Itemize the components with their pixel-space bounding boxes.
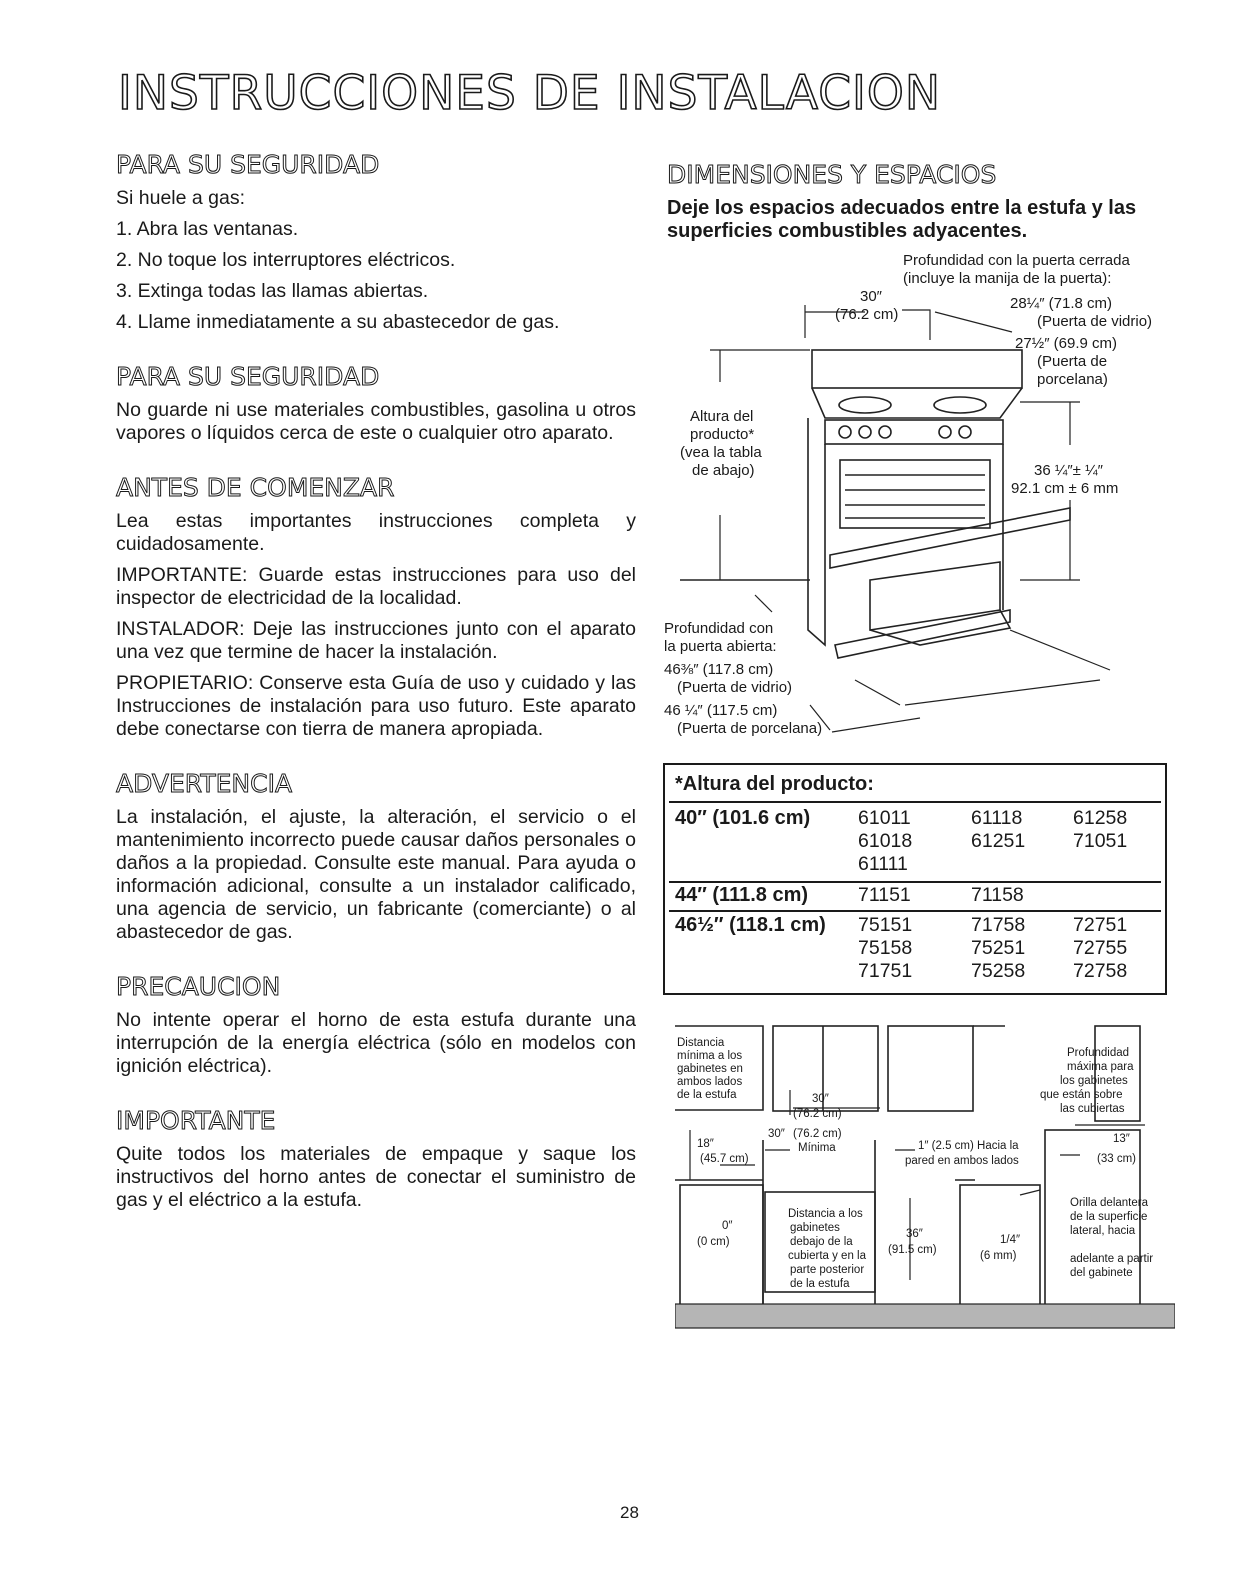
rear-dist-5: parte posterior xyxy=(790,1264,865,1276)
side-min-1: Distancia xyxy=(677,1037,725,1049)
open-depth-4: (Puerta de vidrio) xyxy=(677,679,793,696)
quarter-1: 1/4″ xyxy=(1000,1234,1021,1246)
table-cell: 71051 xyxy=(1073,830,1128,852)
closed-depth-label-1: Profundidad con la puerta cerrada xyxy=(903,252,1130,269)
section-text: No guarde ni use materiales combustibles, gasolina u otros vapores o líquidos cerca de este o cualquier otro aparato. xyxy=(116,399,636,444)
table-cell: 61258 xyxy=(1073,807,1128,829)
h36-2: (91.5 cm) xyxy=(888,1244,937,1256)
section-text: No intente operar el horno de esta estufa durante una interrupción de la energía eléctrica (sólo en modelos con ignición eléctrica). xyxy=(116,1009,636,1077)
section-antes-de-comenzar xyxy=(116,473,636,741)
w30-a-2: (76.2 cm) xyxy=(793,1108,842,1120)
step-4: 4. Llame inmediatamente a su abastecedor de gas. xyxy=(116,311,560,333)
table-cell: 71751 xyxy=(858,960,913,982)
table-cell: 61011 xyxy=(858,807,911,829)
max-depth-3: los gabinetes xyxy=(1060,1075,1128,1087)
table-cell: 75258 xyxy=(971,960,1026,982)
table-cell: 61018 xyxy=(858,830,913,852)
side-min-3: gabinetes en xyxy=(677,1063,743,1075)
section-importante xyxy=(116,1106,636,1212)
section-advertencia xyxy=(116,769,636,944)
w30-a-1: 30″ xyxy=(812,1093,829,1105)
side-min-2: mínima a los xyxy=(677,1050,743,1062)
range-cooktop xyxy=(812,388,1022,418)
rear-dist-2: gabinetes xyxy=(790,1222,840,1234)
counter-height-2: 92.1 cm ± 6 mm xyxy=(1011,480,1119,497)
rear-dist-6: de la estufa xyxy=(790,1278,850,1290)
step-2: 2. No toque los interruptores eléctricos. xyxy=(116,249,456,271)
open-depth-2: la puerta abierta: xyxy=(664,638,777,655)
section-heading: IMPORTANTE xyxy=(116,1106,276,1135)
height-label-2: producto* xyxy=(690,426,755,443)
front-edge-1: Orilla delantera xyxy=(1070,1197,1148,1209)
page-number: 28 xyxy=(620,1503,639,1522)
table-cell: 75158 xyxy=(858,937,913,959)
height-label-3: (vea la tabla xyxy=(680,444,762,461)
max-depth-1: Profundidad xyxy=(1067,1047,1130,1059)
table-cell: 71758 xyxy=(971,914,1026,936)
height-label-4: de abajo) xyxy=(692,462,755,479)
glass-door-depth-1: 28¼″ (71.8 cm) xyxy=(1010,295,1113,312)
paragraph-instalador: INSTALADOR: Deje las instrucciones junto con el aparato una vez que termine de hacer la instalación. xyxy=(116,618,636,663)
row-height-40: 40″ (101.6 cm) xyxy=(675,807,811,829)
paragraph-lea: Lea estas importantes instrucciones completa y cuidadosamente. xyxy=(116,510,636,555)
table-cell: 75251 xyxy=(971,937,1026,959)
open-depth-1: Profundidad con xyxy=(664,620,774,637)
paragraph-propietario: PROPIETARIO: Conserve esta Guía de uso y cuidado y las Instrucciones de instalación para uso futuro. Este aparato debe conectarse con tierra de manera apropiada. xyxy=(116,672,636,740)
h36-1: 36″ xyxy=(906,1228,923,1240)
upper-cabinet-center-right xyxy=(888,1026,973,1111)
d13-1: 13″ xyxy=(1113,1133,1130,1145)
open-depth-6: (Puerta de porcelana) xyxy=(677,720,823,737)
glass-door-depth-2: (Puerta de vidrio) xyxy=(1037,313,1153,330)
table-cell: 71158 xyxy=(971,884,1024,906)
step-1: 1. Abra las ventanas. xyxy=(116,218,299,240)
max-depth-5: las cubiertas xyxy=(1060,1103,1125,1115)
front-edge-5: del gabinete xyxy=(1070,1267,1133,1279)
w30-b-3: Mínima xyxy=(798,1142,836,1154)
table-cell: 61118 xyxy=(971,807,1023,829)
range-body xyxy=(808,418,1003,645)
table-cell: 75151 xyxy=(858,914,913,936)
table-cell: 71151 xyxy=(858,884,911,906)
lower-cabinet-left xyxy=(680,1185,763,1315)
left-column xyxy=(116,150,636,1220)
section-text: La instalación, el ajuste, la alteración, el servicio o el mantenimiento incorrecto puede causar daños personales o daños a la propiedad. Consulte este manual. Para ayuda o información adicional, consulte a un instalador calificado, una agencia de servicio, un fabricante (comerciante) o al abastecedor de gas. xyxy=(116,806,636,943)
table-cell: 72755 xyxy=(1073,937,1128,959)
side-min-5: de la estufa xyxy=(677,1089,737,1101)
height-label-1: Altura del xyxy=(690,408,754,425)
h18-1: 18″ xyxy=(697,1138,714,1150)
section-heading: PARA SU SEGURIDAD xyxy=(116,150,380,179)
width-label-2: (76.2 cm) xyxy=(835,306,899,323)
section-heading: PARA SU SEGURIDAD xyxy=(116,362,380,391)
wall-1in-1: 1″ (2.5 cm) Hacia la xyxy=(918,1140,1019,1152)
section-heading: ADVERTENCIA xyxy=(116,769,293,798)
paragraph-importante: IMPORTANTE: Guarde estas instrucciones para uso del inspector de electricidad de la localidad. xyxy=(116,564,636,609)
h18-2: (45.7 cm) xyxy=(700,1153,749,1165)
open-depth-5: 46 ¼″ (117.5 cm) xyxy=(664,702,778,719)
range-open-door xyxy=(830,508,1070,568)
counter-height-1: 36 ¼″± ¼″ xyxy=(1034,462,1103,479)
max-depth-4: que están sobre xyxy=(1040,1089,1123,1101)
step-3: 3. Extinga todas las llamas abiertas. xyxy=(116,280,429,302)
section-heading-dimensiones: DIMENSIONES Y ESPACIOS xyxy=(667,160,997,189)
width-label-1: 30″ xyxy=(860,288,882,305)
table-title: *Altura del producto: xyxy=(675,773,874,795)
section-seguridad-gas xyxy=(116,150,636,334)
section-precaucion xyxy=(116,972,636,1078)
zero-2: (0 cm) xyxy=(697,1236,730,1248)
d13-2: (33 cm) xyxy=(1097,1153,1136,1165)
max-depth-2: máxima para xyxy=(1067,1061,1134,1073)
page-title: INSTRUCCIONES DE INSTALACION xyxy=(118,66,942,121)
range-drawer xyxy=(870,562,1000,630)
row-height-46-5: 46½″ (118.1 cm) xyxy=(675,914,826,936)
section-intro: Si huele a gas: xyxy=(116,187,246,209)
porcelain-door-depth-1: 27½″ (69.9 cm) xyxy=(1015,335,1118,352)
table-cell: 61251 xyxy=(971,830,1026,852)
zero-1: 0″ xyxy=(722,1220,733,1232)
front-edge-2: de la superficie xyxy=(1070,1211,1148,1223)
open-depth-3: 46⅜″ (117.8 cm) xyxy=(664,661,774,678)
front-edge-4: adelante a partir xyxy=(1070,1253,1154,1265)
porcelain-door-depth-2: (Puerta de xyxy=(1037,353,1108,370)
quarter-2: (6 mm) xyxy=(980,1250,1017,1262)
right-column xyxy=(667,160,1187,243)
w30-b-2: (76.2 cm) xyxy=(793,1128,842,1140)
wall-1in-2: pared en ambos lados xyxy=(905,1155,1019,1167)
product-height-table xyxy=(663,763,1167,995)
section-heading: PRECAUCION xyxy=(116,972,281,1001)
section-text: Quite todos los materiales de empaque y saque los instructivos del horno antes de conectar el suministro de gas y el eléctrico a la estufa. xyxy=(116,1143,636,1211)
row-height-44: 44″ (111.8 cm) xyxy=(675,884,809,906)
rear-dist-3: debajo de la xyxy=(790,1236,853,1248)
section-heading: ANTES DE COMENZAR xyxy=(116,473,395,502)
floor xyxy=(675,1304,1175,1328)
rear-dist-4: cubierta y en la xyxy=(788,1250,866,1262)
front-edge-3: lateral, hacia xyxy=(1070,1225,1136,1237)
section-seguridad-combustibles xyxy=(116,362,636,445)
porcelain-door-depth-3: porcelana) xyxy=(1037,371,1108,388)
table-cell: 72751 xyxy=(1073,914,1128,936)
closed-depth-label-2: (incluye la manija de la puerta): xyxy=(903,270,1112,287)
w30-b-1: 30″ xyxy=(768,1128,785,1140)
rear-dist-1: Distancia a los xyxy=(788,1208,863,1220)
table-cell: 72758 xyxy=(1073,960,1128,982)
range-backguard xyxy=(812,350,1022,388)
dimensions-intro: Deje los espacios adecuados entre la estufa y las superficies combustibles adyacentes. xyxy=(667,197,1137,242)
table-cell: 61111 xyxy=(858,853,908,875)
side-min-4: ambos lados xyxy=(677,1076,743,1088)
